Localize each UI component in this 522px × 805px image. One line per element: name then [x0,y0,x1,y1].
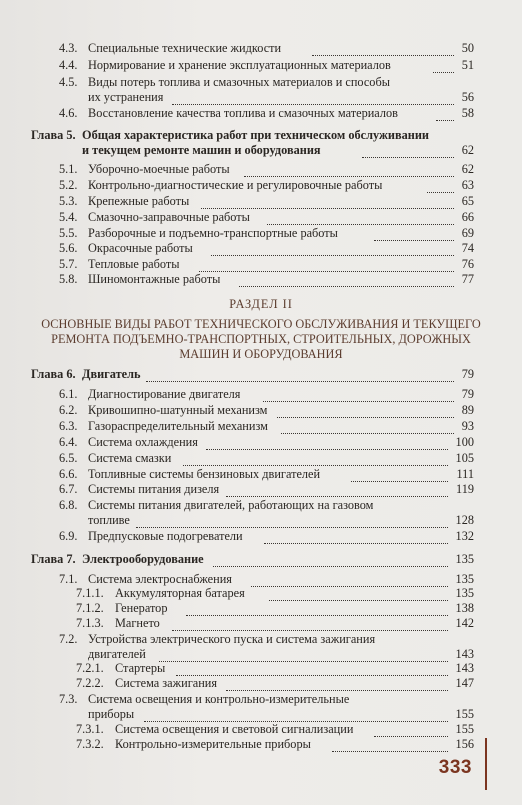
toc-entry-number: 5.7. [59,257,78,271]
toc-entry-title: Специальные технические жидкости [88,41,282,55]
toc-leader-dots [374,226,454,241]
section-title-line: РЕМОНТА ПОДЪЕМНО-ТРАНСПОРТНЫХ, СТРОИТЕЛЬНЫХ, ДОРОЖНЫХ [51,332,471,346]
toc-chapter-number: Глава 5. [31,128,76,142]
toc-leader-dots [362,143,454,158]
toc-leader-dots [183,451,448,466]
toc-entry-page: 128 [455,513,474,527]
toc-entry-page: 93 [461,419,474,433]
toc-entry-title: Газораспределительный механизм [88,419,268,433]
toc-entry-number: 5.6. [59,241,78,255]
toc-entry-title-continued: приборы [88,707,135,721]
toc-entry-page: 147 [455,676,474,690]
toc-entry-title: Шиномонтажные работы [88,272,221,286]
page-number-rule [485,738,487,790]
toc-entry-page: 77 [461,272,474,286]
toc-entry-title-continued: их устранения [88,90,164,104]
toc-chapter-title: Электрооборудование [82,552,204,566]
toc-leader-dots [281,419,454,434]
toc-leader-dots [436,106,454,121]
toc-leader-dots [277,403,454,418]
toc-entry-title: Система освещения и контрольно-измерительные [88,692,350,706]
toc-entry-page: 51 [461,58,474,72]
toc-subentry [76,601,474,615]
toc-entry-number: 6.1. [59,387,78,401]
toc-entry [59,451,474,465]
toc-entry [59,529,474,543]
toc-chapter-title: Общая характеристика работ при техническом обслуживании [82,128,430,142]
toc-subentry [76,661,474,675]
toc-entry [59,162,474,176]
toc-chapter-title: Двигатель [82,367,141,381]
toc-entry-title: Стартеры [115,661,166,675]
toc-entry-number: 6.3. [59,419,78,433]
toc-entry-page: 79 [461,367,474,381]
toc-subentry [76,722,474,736]
toc-entry-title: Системы питания дизеля [88,482,220,496]
toc-leader-dots [244,162,454,177]
toc-entry [59,41,474,55]
toc-entry [59,632,474,646]
toc-entry-title: Уборочно-моечные работы [88,162,230,176]
toc-chapter-title-continued: и текущем ремонте машин и оборудования [82,143,321,157]
toc-chapter-number: Глава 6. [31,367,76,381]
section-title-line: МАШИН И ОБОРУДОВАНИЯ [179,347,343,361]
toc-subentry [76,737,474,751]
toc-entry-page: 142 [455,616,474,630]
toc-entry-number: 7.2.2. [76,676,104,690]
toc-leader-dots [226,482,448,497]
toc-entry-page: 143 [455,647,474,661]
toc-entry [59,435,474,449]
toc-entry-number: 7.3. [59,692,78,706]
toc-leader-dots [144,707,448,722]
toc-entry-number: 4.3. [59,41,78,55]
toc-leader-dots [206,435,448,450]
section-title-line: ОСНОВНЫЕ ВИДЫ РАБОТ ТЕХНИЧЕСКОГО ОБСЛУЖИВАНИЯ И ТЕКУЩЕГО [41,317,481,331]
toc-entry-page: 62 [461,162,474,176]
toc-entry-title: Устройства электрического пуска и система зажигания [88,632,376,646]
toc-entry-number: 5.4. [59,210,78,224]
toc-entry-page: 58 [461,106,474,120]
toc-leader-dots [267,210,454,225]
toc-entry-page: 69 [461,226,474,240]
toc-entry-number: 6.8. [59,498,78,512]
toc-entry-continuation [59,647,474,661]
toc-entry-title: Окрасочные работы [88,241,193,255]
toc-entry-title: Нормирование и хранение эксплуатационных материалов [88,58,391,72]
toc-entry-page: 66 [461,210,474,224]
toc-entry-title: Кривошипно-шатунный механизм [88,403,268,417]
toc-leader-dots [351,467,448,482]
toc-entry [59,241,474,255]
toc-entry-title: Генератор [115,601,168,615]
toc-entry [59,403,474,417]
toc-entry-page: 155 [455,707,474,721]
toc-leader-dots [312,41,454,56]
toc-entry-page: 100 [455,435,474,449]
toc-entry-number: 5.3. [59,194,78,208]
toc-chapter [31,367,474,381]
toc-leader-dots [226,676,448,691]
toc-entry-title: Контрольно-измерительные приборы [115,737,311,751]
page-number: 333 [438,757,472,778]
toc-entry-title: Виды потерь топлива и смазочных материалов и способы [88,75,390,89]
toc-leader-dots [172,90,454,105]
toc-entry-number: 6.6. [59,467,78,481]
toc-entry-title: Диагностирование двигателя [88,387,241,401]
toc-entry-page: 50 [461,41,474,55]
toc-entry-title: Аккумуляторная батарея [115,586,245,600]
toc-entry-page: 62 [461,143,474,157]
toc-entry-page: 135 [455,552,474,566]
toc-entry-continuation [59,513,474,527]
toc-leader-dots [213,552,448,567]
toc-entry-page: 105 [455,451,474,465]
toc-leader-dots [146,367,454,382]
toc-entry-number: 6.7. [59,482,78,496]
toc-entry-page: 74 [461,241,474,255]
toc-entry-continuation [59,707,474,721]
toc-leader-dots [172,616,448,631]
toc-entry-title: Система электроснабжения [88,572,232,586]
toc-entry-number: 5.2. [59,178,78,192]
toc-leader-dots [427,178,454,193]
toc-leader-dots [211,241,454,256]
toc-entry [59,498,474,512]
toc-entry-number: 7.3.2. [76,737,104,751]
toc-entry [59,467,474,481]
toc-entry-number: 7.2. [59,632,78,646]
toc-entry-title: Система зажигания [115,676,218,690]
toc-entry [59,210,474,224]
toc-leader-dots [264,529,448,544]
toc-entry-title: Предпусковые подогреватели [88,529,243,543]
toc-entry-continuation [59,90,474,104]
toc-entry-number: 7.2.1. [76,661,104,675]
toc-entry-number: 5.8. [59,272,78,286]
toc-leader-dots [186,601,448,616]
toc-entry-title-continued: двигателей [88,647,146,661]
toc-entry-title: Система охлаждения [88,435,198,449]
toc-entry-number: 6.5. [59,451,78,465]
toc-entry [59,58,474,72]
toc-entry-page: 63 [461,178,474,192]
toc-leader-dots [332,737,448,752]
toc-subentry [76,616,474,630]
toc-entry [59,419,474,433]
toc-entry-number: 7.1.1. [76,586,104,600]
toc-leader-dots [199,257,454,272]
toc-entry-page: 156 [455,737,474,751]
toc-entry-page: 79 [461,387,474,401]
toc-entry-title: Топливные системы бензиновых двигателей [88,467,321,481]
toc-entry-number: 7.3.1. [76,722,104,736]
toc-entry-title: Системы питания двигателей, работающих на газовом [88,498,374,512]
toc-chapter-continuation [31,143,474,157]
toc-leader-dots [433,58,454,73]
toc-entry-title: Магнето [115,616,160,630]
toc-entry-number: 6.4. [59,435,78,449]
section-label: РАЗДЕЛ II [229,297,293,311]
toc-entry-title: Крепежные работы [88,194,190,208]
toc-subentry [76,586,474,600]
toc-chapter [31,128,474,142]
toc-leader-dots [251,572,448,587]
toc-entry-number: 7.1.3. [76,616,104,630]
toc-leader-dots [263,387,454,402]
toc-entry-title: Система смазки [88,451,172,465]
toc-entry [59,482,474,496]
toc-entry-page: 135 [455,586,474,600]
toc-entry-number: 4.5. [59,75,78,89]
toc-entry-page: 89 [461,403,474,417]
toc-entry-page: 76 [461,257,474,271]
toc-leader-dots [159,647,448,662]
toc-entry-title: Разборочные и подъемно-транспортные работы [88,226,338,240]
toc-leader-dots [374,722,448,737]
toc-entry-page: 143 [455,661,474,675]
toc-entry-page: 132 [455,529,474,543]
toc-chapter [31,552,474,566]
toc-entry-title: Система освещения и световой сигнализации [115,722,354,736]
toc-chapter-number: Глава 7. [31,552,76,566]
toc-leader-dots [136,513,448,528]
toc-entry-title-continued: топливе [88,513,130,527]
toc-entry-title: Смазочно-заправочные работы [88,210,250,224]
toc-entry [59,387,474,401]
toc-entry-number: 6.9. [59,529,78,543]
toc-entry [59,572,474,586]
toc-leader-dots [239,272,454,287]
toc-entry-number: 7.1. [59,572,78,586]
toc-entry-page: 138 [455,601,474,615]
toc-entry [59,257,474,271]
toc-entry-number: 4.4. [59,58,78,72]
toc-entry-page: 65 [461,194,474,208]
toc-entry [59,194,474,208]
toc-entry [59,106,474,120]
toc-leader-dots [201,194,454,209]
toc-entry-title: Восстановление качества топлива и смазочных материалов [88,106,398,120]
toc-leader-dots [176,661,448,676]
toc-entry-title: Контрольно-диагностические и регулировочные работы [88,178,383,192]
toc-entry [59,692,474,706]
toc-entry-number: 4.6. [59,106,78,120]
toc-entry-title: Тепловые работы [88,257,180,271]
toc-leader-dots [269,586,448,601]
toc-entry-number: 5.5. [59,226,78,240]
toc-entry-page: 155 [455,722,474,736]
toc-entry-number: 6.2. [59,403,78,417]
toc-entry [59,178,474,192]
toc-entry-number: 5.1. [59,162,78,176]
toc-subentry [76,676,474,690]
toc-entry-page: 135 [455,572,474,586]
toc-entry-page: 111 [456,467,474,481]
toc-entry-page: 119 [456,482,474,496]
toc-entry-page: 56 [461,90,474,104]
toc-entry [59,75,474,89]
toc-entry-number: 7.1.2. [76,601,104,615]
toc-entry [59,272,474,286]
toc-entry [59,226,474,240]
